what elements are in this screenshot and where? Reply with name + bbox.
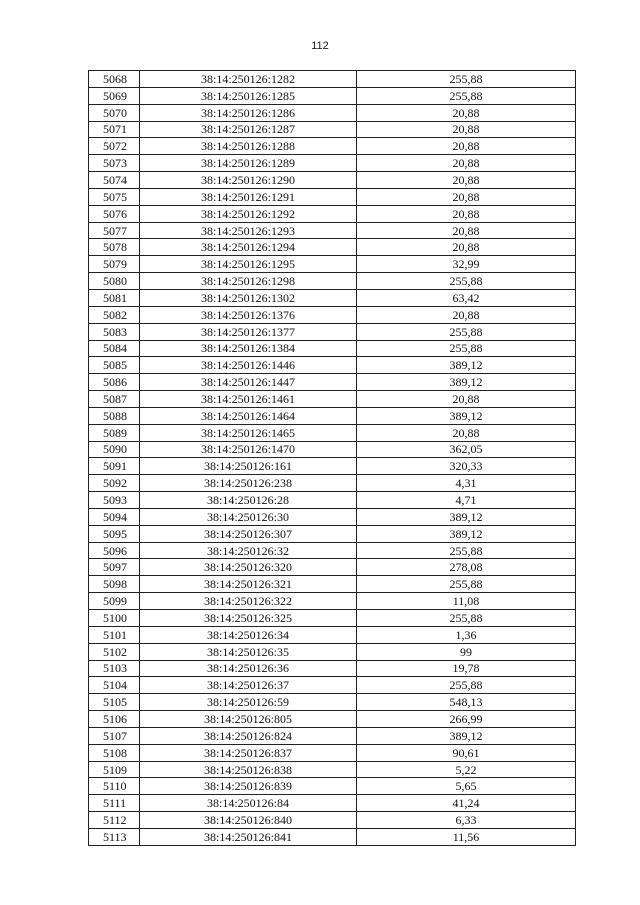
row-number-cell: 5068 <box>89 71 140 88</box>
table-row <box>89 374 576 391</box>
area-value-cell: 548,13 <box>357 694 576 711</box>
table-row <box>89 104 576 121</box>
row-number-cell: 5102 <box>89 643 140 660</box>
table-row <box>89 391 576 408</box>
area-value-cell: 362,05 <box>357 441 576 458</box>
table-row <box>89 492 576 509</box>
cadastral-number-cell: 38:14:250126:238 <box>140 475 357 492</box>
table-row <box>89 828 576 845</box>
table-row <box>89 306 576 323</box>
table-row <box>89 222 576 239</box>
table-row <box>89 677 576 694</box>
area-value-cell: 5,22 <box>357 761 576 778</box>
cadastral-number-cell: 38:14:250126:1446 <box>140 357 357 374</box>
area-value-cell: 255,88 <box>357 576 576 593</box>
cadastral-number-cell: 38:14:250126:1287 <box>140 121 357 138</box>
cadastral-table-body <box>89 71 576 846</box>
area-value-cell: 389,12 <box>357 525 576 542</box>
area-value-cell: 90,61 <box>357 744 576 761</box>
row-number-cell: 5098 <box>89 576 140 593</box>
area-value-cell: 1,36 <box>357 626 576 643</box>
table-row <box>89 407 576 424</box>
table-row <box>89 138 576 155</box>
row-number-cell: 5069 <box>89 87 140 104</box>
table-row <box>89 424 576 441</box>
area-value-cell: 41,24 <box>357 795 576 812</box>
area-value-cell: 255,88 <box>357 610 576 627</box>
table-row <box>89 458 576 475</box>
table-row <box>89 172 576 189</box>
cadastral-number-cell: 38:14:250126:59 <box>140 694 357 711</box>
table-row <box>89 542 576 559</box>
area-value-cell: 389,12 <box>357 357 576 374</box>
area-value-cell: 20,88 <box>357 188 576 205</box>
cadastral-number-cell: 38:14:250126:837 <box>140 744 357 761</box>
cadastral-number-cell: 38:14:250126:1289 <box>140 155 357 172</box>
area-value-cell: 63,42 <box>357 289 576 306</box>
cadastral-number-cell: 38:14:250126:32 <box>140 542 357 559</box>
area-value-cell: 20,88 <box>357 121 576 138</box>
cadastral-number-cell: 38:14:250126:321 <box>140 576 357 593</box>
area-value-cell: 20,88 <box>357 239 576 256</box>
cadastral-number-cell: 38:14:250126:1288 <box>140 138 357 155</box>
area-value-cell: 255,88 <box>357 542 576 559</box>
row-number-cell: 5080 <box>89 273 140 290</box>
area-value-cell: 20,88 <box>357 306 576 323</box>
table-row <box>89 357 576 374</box>
area-value-cell: 255,88 <box>357 340 576 357</box>
row-number-cell: 5079 <box>89 256 140 273</box>
table-row <box>89 559 576 576</box>
table-row <box>89 643 576 660</box>
row-number-cell: 5092 <box>89 475 140 492</box>
table-row <box>89 626 576 643</box>
cadastral-number-cell: 38:14:250126:841 <box>140 828 357 845</box>
area-value-cell: 20,88 <box>357 172 576 189</box>
cadastral-number-cell: 38:14:250126:1285 <box>140 87 357 104</box>
cadastral-number-cell: 38:14:250126:1295 <box>140 256 357 273</box>
table-row <box>89 660 576 677</box>
area-value-cell: 6,33 <box>357 812 576 829</box>
table-row <box>89 155 576 172</box>
area-value-cell: 20,88 <box>357 205 576 222</box>
cadastral-number-cell: 38:14:250126:1470 <box>140 441 357 458</box>
area-value-cell: 255,88 <box>357 71 576 88</box>
table-row <box>89 744 576 761</box>
row-number-cell: 5071 <box>89 121 140 138</box>
table-row <box>89 508 576 525</box>
area-value-cell: 19,78 <box>357 660 576 677</box>
area-value-cell: 20,88 <box>357 155 576 172</box>
area-value-cell: 20,88 <box>357 424 576 441</box>
cadastral-number-cell: 38:14:250126:805 <box>140 711 357 728</box>
row-number-cell: 5083 <box>89 323 140 340</box>
cadastral-number-cell: 38:14:250126:840 <box>140 812 357 829</box>
table-row <box>89 727 576 744</box>
area-value-cell: 255,88 <box>357 87 576 104</box>
cadastral-number-cell: 38:14:250126:1384 <box>140 340 357 357</box>
area-value-cell: 389,12 <box>357 727 576 744</box>
area-value-cell: 320,33 <box>357 458 576 475</box>
cadastral-number-cell: 38:14:250126:35 <box>140 643 357 660</box>
area-value-cell: 255,88 <box>357 273 576 290</box>
area-value-cell: 11,08 <box>357 593 576 610</box>
row-number-cell: 5097 <box>89 559 140 576</box>
cadastral-number-cell: 38:14:250126:838 <box>140 761 357 778</box>
page-number: 112 <box>311 40 329 52</box>
cadastral-number-cell: 38:14:250126:1377 <box>140 323 357 340</box>
table-row <box>89 711 576 728</box>
area-value-cell: 389,12 <box>357 407 576 424</box>
row-number-cell: 5108 <box>89 744 140 761</box>
table-row <box>89 441 576 458</box>
cadastral-number-cell: 38:14:250126:1290 <box>140 172 357 189</box>
row-number-cell: 5076 <box>89 205 140 222</box>
area-value-cell: 389,12 <box>357 508 576 525</box>
table-row <box>89 289 576 306</box>
row-number-cell: 5081 <box>89 289 140 306</box>
row-number-cell: 5099 <box>89 593 140 610</box>
row-number-cell: 5085 <box>89 357 140 374</box>
row-number-cell: 5072 <box>89 138 140 155</box>
area-value-cell: 4,71 <box>357 492 576 509</box>
row-number-cell: 5094 <box>89 508 140 525</box>
table-row <box>89 87 576 104</box>
table-row <box>89 593 576 610</box>
row-number-cell: 5073 <box>89 155 140 172</box>
table-row <box>89 323 576 340</box>
row-number-cell: 5112 <box>89 812 140 829</box>
cadastral-number-cell: 38:14:250126:1286 <box>140 104 357 121</box>
area-value-cell: 20,88 <box>357 391 576 408</box>
row-number-cell: 5091 <box>89 458 140 475</box>
cadastral-number-cell: 38:14:250126:325 <box>140 610 357 627</box>
cadastral-number-cell: 38:14:250126:1298 <box>140 273 357 290</box>
cadastral-number-cell: 38:14:250126:37 <box>140 677 357 694</box>
area-value-cell: 20,88 <box>357 138 576 155</box>
cadastral-table <box>88 70 576 846</box>
row-number-cell: 5077 <box>89 222 140 239</box>
area-value-cell: 99 <box>357 643 576 660</box>
cadastral-number-cell: 38:14:250126:1294 <box>140 239 357 256</box>
cadastral-number-cell: 38:14:250126:1464 <box>140 407 357 424</box>
row-number-cell: 5090 <box>89 441 140 458</box>
cadastral-number-cell: 38:14:250126:28 <box>140 492 357 509</box>
row-number-cell: 5096 <box>89 542 140 559</box>
table-row <box>89 778 576 795</box>
row-number-cell: 5078 <box>89 239 140 256</box>
cadastral-number-cell: 38:14:250126:1292 <box>140 205 357 222</box>
cadastral-number-cell: 38:14:250126:30 <box>140 508 357 525</box>
row-number-cell: 5088 <box>89 407 140 424</box>
area-value-cell: 255,88 <box>357 323 576 340</box>
row-number-cell: 5113 <box>89 828 140 845</box>
cadastral-number-cell: 38:14:250126:1465 <box>140 424 357 441</box>
cadastral-number-cell: 38:14:250126:161 <box>140 458 357 475</box>
row-number-cell: 5109 <box>89 761 140 778</box>
row-number-cell: 5089 <box>89 424 140 441</box>
row-number-cell: 5075 <box>89 188 140 205</box>
area-value-cell: 266,99 <box>357 711 576 728</box>
row-number-cell: 5084 <box>89 340 140 357</box>
area-value-cell: 278,08 <box>357 559 576 576</box>
table-row <box>89 812 576 829</box>
table-row <box>89 576 576 593</box>
cadastral-number-cell: 38:14:250126:320 <box>140 559 357 576</box>
row-number-cell: 5103 <box>89 660 140 677</box>
row-number-cell: 5105 <box>89 694 140 711</box>
cadastral-number-cell: 38:14:250126:1282 <box>140 71 357 88</box>
cadastral-number-cell: 38:14:250126:1376 <box>140 306 357 323</box>
cadastral-number-cell: 38:14:250126:84 <box>140 795 357 812</box>
area-value-cell: 32,99 <box>357 256 576 273</box>
area-value-cell: 4,31 <box>357 475 576 492</box>
row-number-cell: 5095 <box>89 525 140 542</box>
table-row <box>89 340 576 357</box>
cadastral-number-cell: 38:14:250126:1302 <box>140 289 357 306</box>
cadastral-number-cell: 38:14:250126:839 <box>140 778 357 795</box>
table-row <box>89 475 576 492</box>
table-row <box>89 273 576 290</box>
area-value-cell: 20,88 <box>357 104 576 121</box>
row-number-cell: 5110 <box>89 778 140 795</box>
table-row <box>89 761 576 778</box>
table-row <box>89 121 576 138</box>
area-value-cell: 255,88 <box>357 677 576 694</box>
area-value-cell: 20,88 <box>357 222 576 239</box>
table-row <box>89 239 576 256</box>
cadastral-number-cell: 38:14:250126:1447 <box>140 374 357 391</box>
cadastral-number-cell: 38:14:250126:1291 <box>140 188 357 205</box>
row-number-cell: 5111 <box>89 795 140 812</box>
table-row <box>89 610 576 627</box>
area-value-cell: 11,56 <box>357 828 576 845</box>
table-row <box>89 188 576 205</box>
row-number-cell: 5101 <box>89 626 140 643</box>
row-number-cell: 5106 <box>89 711 140 728</box>
cadastral-number-cell: 38:14:250126:824 <box>140 727 357 744</box>
cadastral-number-cell: 38:14:250126:322 <box>140 593 357 610</box>
table-row <box>89 71 576 88</box>
row-number-cell: 5107 <box>89 727 140 744</box>
table-row <box>89 795 576 812</box>
area-value-cell: 389,12 <box>357 374 576 391</box>
cadastral-number-cell: 38:14:250126:36 <box>140 660 357 677</box>
row-number-cell: 5070 <box>89 104 140 121</box>
row-number-cell: 5093 <box>89 492 140 509</box>
table-row <box>89 525 576 542</box>
row-number-cell: 5087 <box>89 391 140 408</box>
cadastral-number-cell: 38:14:250126:34 <box>140 626 357 643</box>
table-row <box>89 205 576 222</box>
cadastral-number-cell: 38:14:250126:1293 <box>140 222 357 239</box>
row-number-cell: 5104 <box>89 677 140 694</box>
cadastral-number-cell: 38:14:250126:307 <box>140 525 357 542</box>
row-number-cell: 5082 <box>89 306 140 323</box>
table-row <box>89 694 576 711</box>
row-number-cell: 5086 <box>89 374 140 391</box>
row-number-cell: 5074 <box>89 172 140 189</box>
cadastral-number-cell: 38:14:250126:1461 <box>140 391 357 408</box>
table-row <box>89 256 576 273</box>
area-value-cell: 5,65 <box>357 778 576 795</box>
row-number-cell: 5100 <box>89 610 140 627</box>
